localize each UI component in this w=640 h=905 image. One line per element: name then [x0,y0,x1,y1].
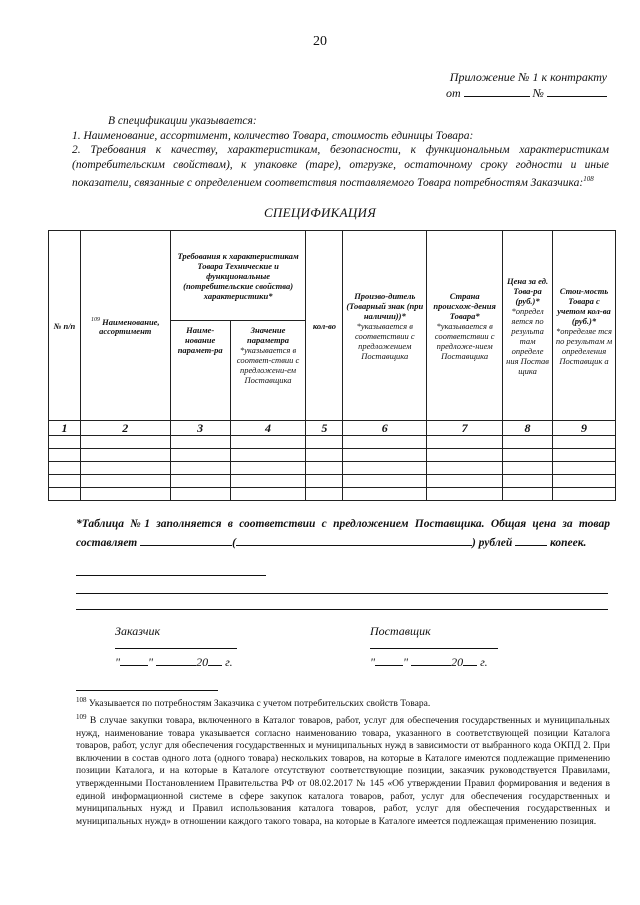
col-number: 9 [553,421,616,436]
spec-intro [72,114,609,190]
footnote-ref-108: 108 [583,175,594,183]
appendix-date-line [446,85,607,101]
col-number: 1 [49,421,81,436]
specification-table [48,230,616,501]
col-number: 7 [427,421,503,436]
footnote-108: $^{108}$ Указывается по потребностям Заказчика с учетом потребительских свойств Товара. [76,696,431,710]
header-country: Страна происхож-дения Товара* *указывается в соответствии с предложе-нием Поставщика [427,231,503,421]
customer-date: " " 20 г. [115,655,233,669]
number-blank [547,86,607,97]
note-text: *Таблица №1 заполняется в соответствии с предложением Поставщика. Общая цена за товар составляет [76,518,610,549]
col-number: 5 [306,421,343,436]
footnote-separator [76,690,218,691]
intro-line: В спецификации указывается: [108,115,257,127]
header-param-name: Наиме-нование парамет-ра [170,321,230,421]
col-number: 3 [170,421,230,436]
customer-label: Заказчик [115,624,161,638]
table-row [49,475,616,488]
header-number: № п/п [49,231,81,421]
supplier-date: " " 20 г. [370,655,488,669]
customer-signature-line [115,648,237,649]
date-blank [464,86,530,97]
paren-close: ) [471,537,476,549]
fill-line [76,593,608,594]
header-requirements-group: Требования к характеристикам Товара Технические и функциональные (потребительские свойства) характеристики* [170,231,306,321]
spec-title: СПЕЦИФИКАЦИЯ [263,205,377,220]
total-words-blank [236,533,472,546]
paren-open: ( [232,537,236,549]
appendix-header [446,69,607,101]
header-manufacturer: Произво-дитель (Товарный знак (при наличии))* *указывается в соответствии с предложением Поставщика [343,231,427,421]
table-row [49,488,616,501]
rubles-label: рублей [478,537,513,549]
header-quantity: кол-во [306,231,343,421]
intro-item-1: 1. Наименование, ассортимент, количество Товара, стоимость единицы Товара: [72,129,474,142]
col-number: 2 [80,421,170,436]
table-row [49,449,616,462]
column-numbers-row [49,421,616,436]
header-name: $^{109}$ Наименование, ассортимент [80,231,170,421]
supplier-signature-line [370,648,498,649]
from-label: от [446,86,461,100]
intro-item-2 [72,143,609,190]
table-note [76,515,610,552]
fill-line [76,609,608,610]
intro-item-2-text: 2. Требования к качеству, характеристикам, безопасности, к функциональным характеристикам (потребительским свойствам), к упаковке (таре), отгрузке, остаточному сроку годности и иные показатели, связанные с определением соответствия поставляемого Товара потребностям Заказчика: [72,144,609,189]
total-blank [140,533,232,546]
header-unit-price: Цена за ед. Това-ра (руб.)* *определ яется по результа там определе ния Постав щика [503,231,553,421]
col-number: 8 [503,421,553,436]
kopecks-label: копеек. [549,537,587,549]
col-number: 6 [343,421,427,436]
kopecks-blank [515,533,547,546]
fill-line [76,575,266,576]
table-row [49,436,616,449]
number-label: № [532,86,544,100]
col-number: 4 [230,421,306,436]
table-row [49,462,616,475]
page-number: 20 [313,34,327,49]
header-total-cost: Стои-мость Товара с учетом кол-ва (руб.)* *определяе тся по результам м определения Поставщик а [553,231,616,421]
footnote-109: $^{109}$ В случае закупки товара, включенного в Каталог товаров, работ, услуг для обеспечения государственных и муниципальных нужд, наименование товара указывается согласно наименованию товара, указанного в соответствующей позиции Каталога товаров, работ, услуг для обеспечения государственных и муниципальных нужд в зависимости от выбранного кода ОКПД 2. При включении в состав одного лота (одного товара) нескольких товаров, на которые в Каталоге имеются подлежащие применению позиции Каталога, и на которые в Каталоге отсутствуют соответствующие позиции, заказчик руководствуется Правилами, утвержденными Постановлением Правительства РФ от 08.02.2017 № 145 «Об утверждении Правил формирования и ведения в единой информационной системе в сфере закупок каталога товаров, работ, услуг для обеспечения государственных и муниципальных нужд и Правил использования каталога товаров, работ, услуг для обеспечения государственных и муниципальных нужд» в отношении каждого такого товара, на которые в Каталоге имеется подлежащая применению позиция. [76,712,610,827]
supplier-label: Поставщик [370,624,431,638]
footnotes [76,694,610,828]
appendix-title: Приложение № 1 к контракту [449,70,607,84]
header-param-value: Значение параметра *указывается в соответ-ствии с предложени-ем Поставщика [230,321,306,421]
